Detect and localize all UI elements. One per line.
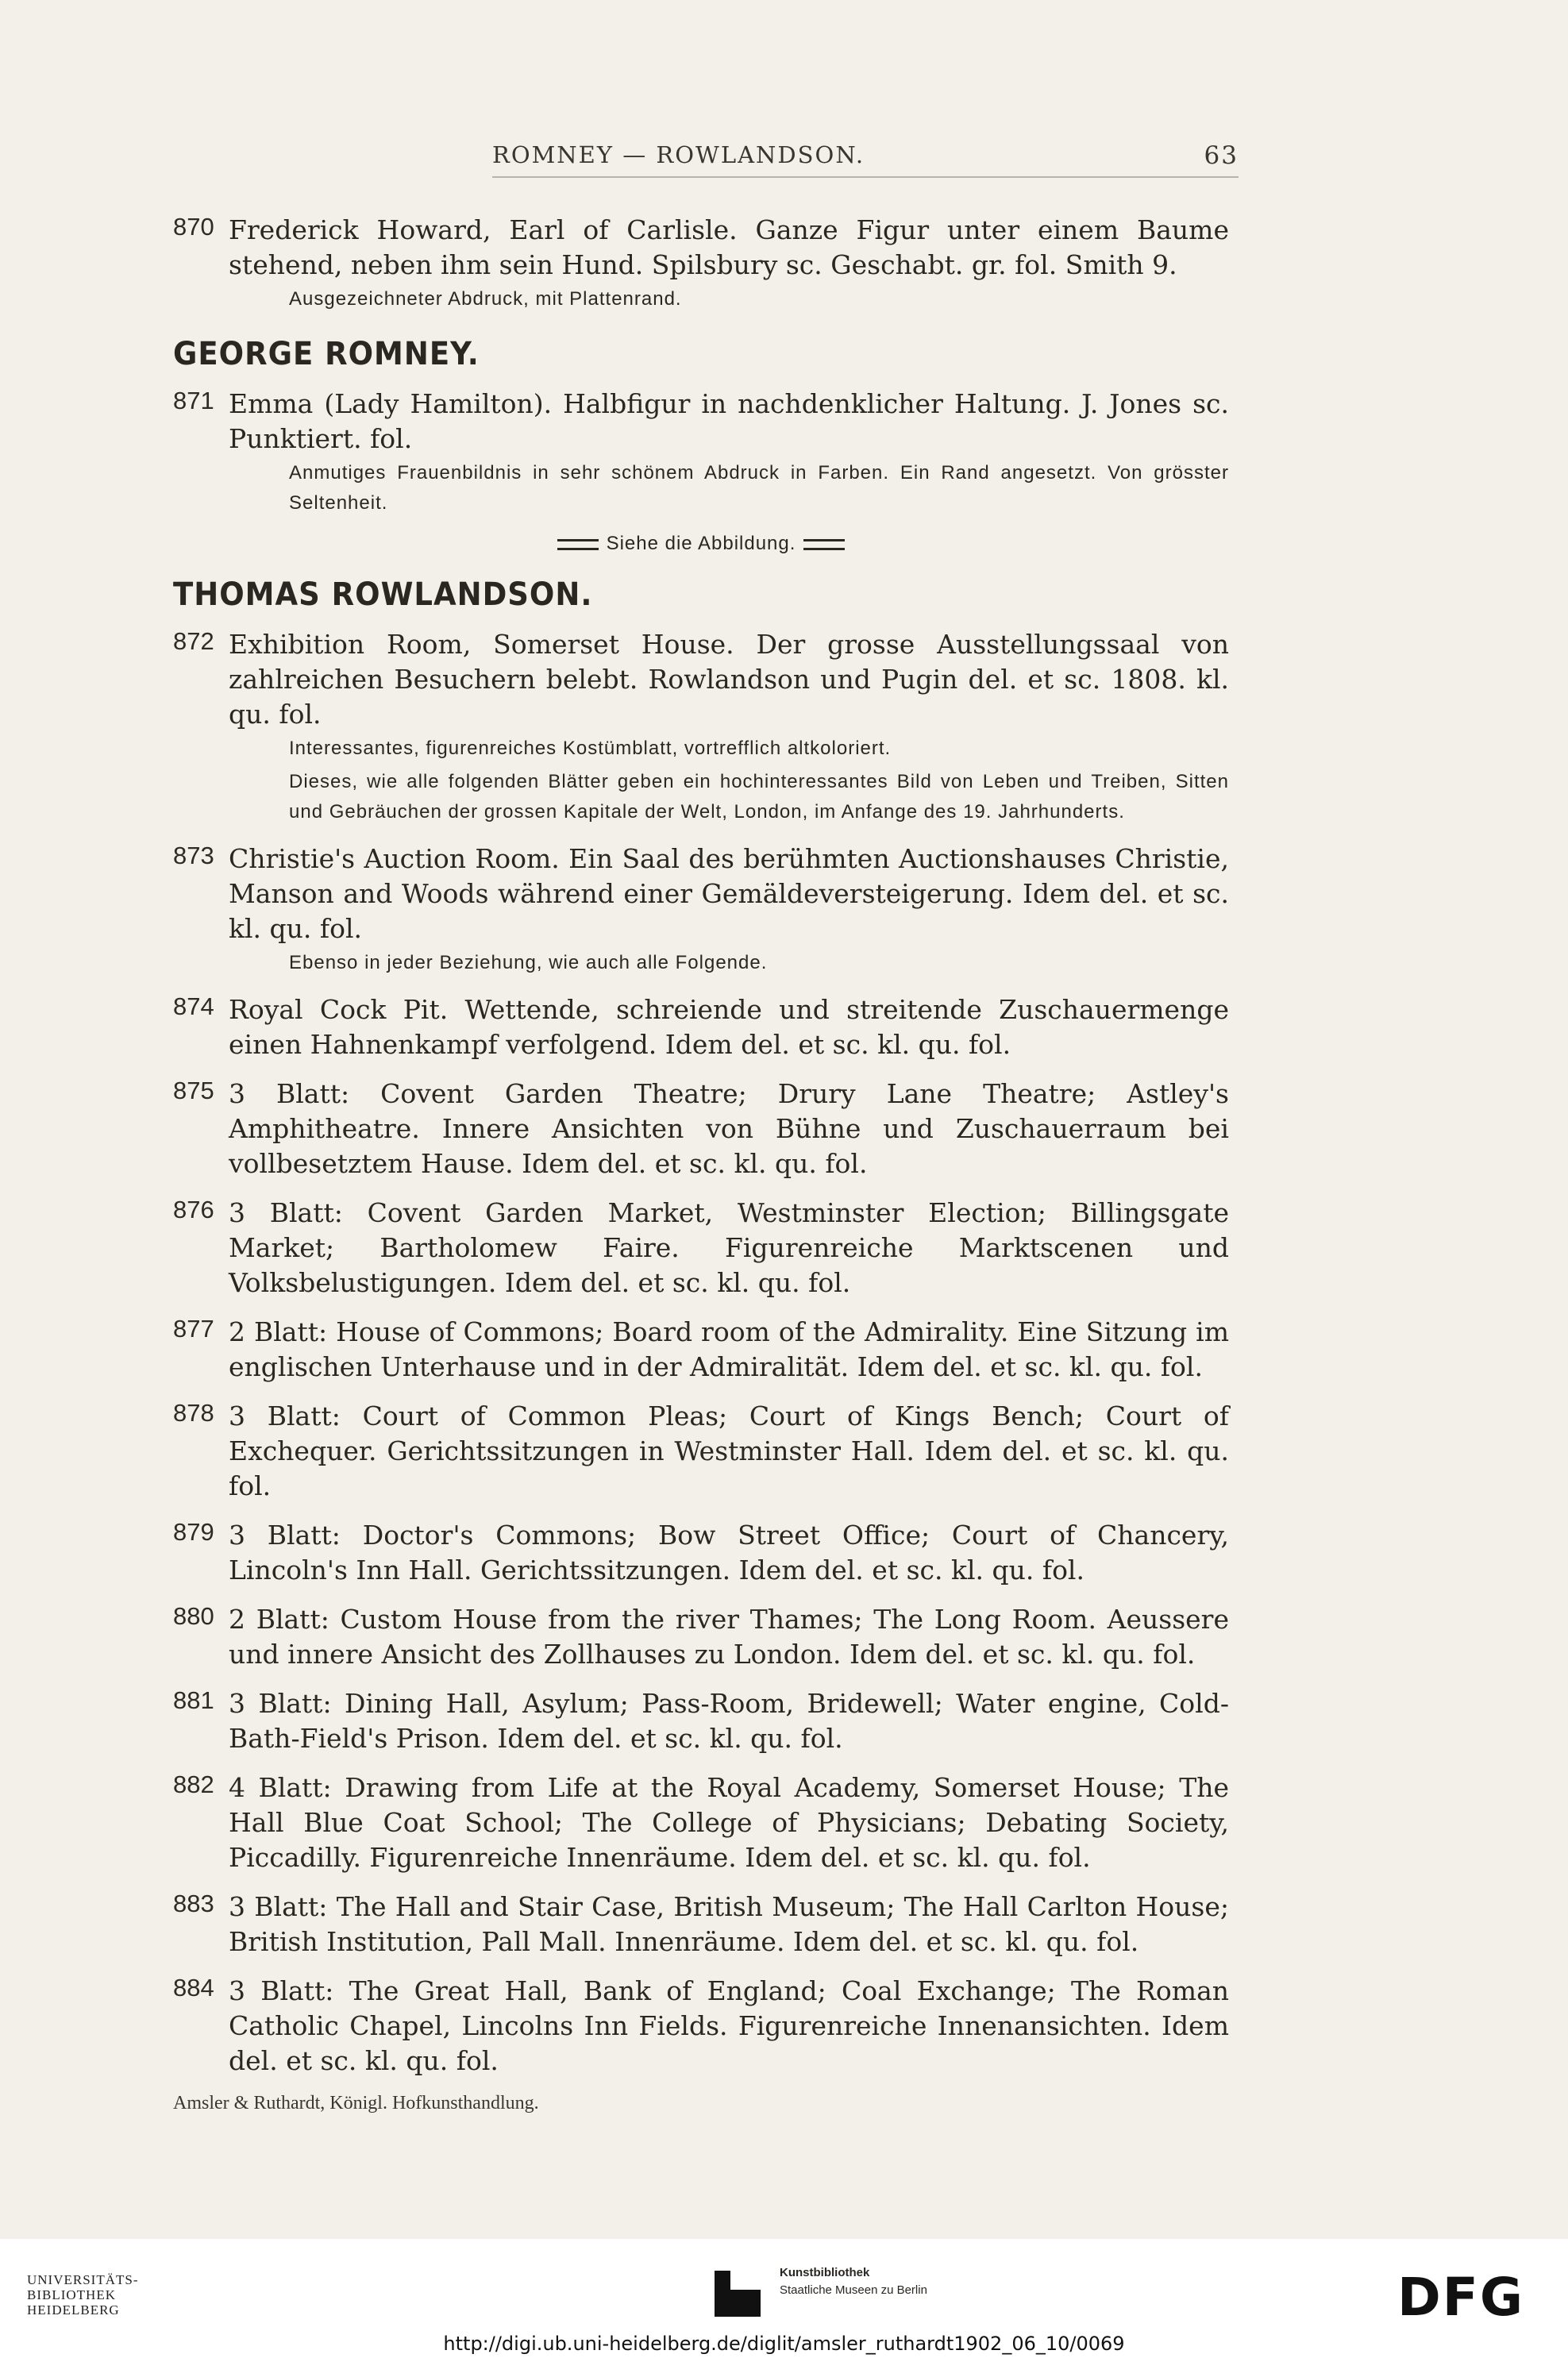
entry-text: Emma (Lady Hamilton). Halbfigur in nachdenklicher Haltung. J. Jones sc. Punktiert. fol. xyxy=(229,388,1229,454)
entry-text: Royal Cock Pit. Wettende, schreiende und streitende Zuschauermenge einen Hahnenkampf verfolgend. Idem del. et sc. kl. qu. fol. xyxy=(229,994,1229,1060)
entry-number: 882 xyxy=(173,1770,214,1798)
rowlandson-entries xyxy=(173,627,1229,2079)
catalogue-entry xyxy=(173,213,1229,314)
catalogue-entry xyxy=(173,1196,1229,1300)
double-rule-icon xyxy=(557,539,599,550)
double-rule-icon xyxy=(803,539,845,550)
entry-number: 872 xyxy=(173,627,214,655)
kunstbibliothek-name: Kunstbibliothek xyxy=(780,2266,870,2279)
publisher-imprint: Amsler & Ruthardt, Königl. Hofkunsthandlung. xyxy=(173,2093,539,2113)
kunstbibliothek-logo xyxy=(715,2261,969,2317)
entry-number: 871 xyxy=(173,387,214,414)
catalogue-entry xyxy=(173,627,1229,827)
entry-text: 2 Blatt: House of Commons; Board room of the Admirality. Eine Sitzung im englischen Unterhause und in der Admiralität. Idem del. et sc. kl. qu. fol. xyxy=(229,1316,1229,1382)
entry-number: 874 xyxy=(173,992,214,1020)
library-logo-text: UNIVERSITÄTS- BIBLIOTHEK HEIDELBERG xyxy=(27,2272,139,2318)
page-number: 63 xyxy=(1204,141,1239,170)
entry-number: 883 xyxy=(173,1890,214,1917)
entry-text: 3 Blatt: The Great Hall, Bank of England; Coal Exchange; The Roman Catholic Chapel, Lincolns Inn Fields. Figurenreiche Innenansichten. Idem del. et sc. kl. qu. fol. xyxy=(229,1975,1229,2076)
entry-text: 2 Blatt: Custom House from the river Thames; The Long Room. Aeussere und innere Ansicht des Zollhauses zu London. Idem del. et sc. kl. qu. fol. xyxy=(229,1604,1229,1670)
catalogue-entry xyxy=(173,1399,1229,1504)
kunstbibliothek-subtitle: Staatliche Museen zu Berlin xyxy=(780,2283,927,2297)
catalogue-content xyxy=(173,213,1229,2114)
entry-number: 875 xyxy=(173,1077,214,1104)
entry-text: 3 Blatt: Covent Garden Theatre; Drury Lane Theatre; Astley's Amphitheatre. Innere Ansichten von Bühne und Zuschauerraum bei vollbesetztem Hause. Idem del. et sc. kl. qu. fol. xyxy=(229,1078,1229,1179)
running-head xyxy=(492,141,1239,168)
see-illustration-text: Siehe die Abbildung. xyxy=(606,533,796,554)
entry-text: 3 Blatt: Covent Garden Market, Westminster Election; Billingsgate Market; Bartholomew Faire. Figurenreiche Marktscenen und Volksbelustigungen. Idem del. et sc. kl. qu. fol. xyxy=(229,1197,1229,1298)
catalogue-entry xyxy=(173,1890,1229,1959)
entry-number: 870 xyxy=(173,213,214,241)
permalink-url[interactable]: http://digi.ub.uni-heidelberg.de/diglit/amsler_ruthardt1902_06_10/0069 xyxy=(443,2333,1125,2355)
catalogue-entry xyxy=(173,842,1229,978)
university-library-logo xyxy=(27,2272,210,2336)
catalogue-entry xyxy=(173,1770,1229,1875)
catalogue-entry xyxy=(173,1077,1229,1181)
catalogue-entry xyxy=(173,1518,1229,1588)
entry-number: 876 xyxy=(173,1196,214,1223)
header-rule xyxy=(492,176,1239,178)
catalogue-entry xyxy=(173,387,1229,518)
entry-note: Ebenso in jeder Beziehung, wie auch alle Folgende. xyxy=(289,952,768,973)
dfg-logo: DFG xyxy=(1397,2267,1525,2328)
catalogue-entry xyxy=(173,1315,1229,1385)
entry-note: Anmutiges Frauenbildnis in sehr schönem Abdruck in Farben. Ein Rand angesetzt. Von grösster Seltenheit. xyxy=(289,462,1229,514)
entry-text: 4 Blatt: Drawing from Life at the Royal Academy, Somerset House; The Hall Blue Coat School; The College of Physicians; Debating Society, Piccadilly. Figurenreiche Innenräume. Idem del. et sc. kl. qu. fol. xyxy=(229,1772,1229,1873)
entry-text: 3 Blatt: Court of Common Pleas; Court of Kings Bench; Court of Exchequer. Gerichtssitzungen in Westminster Hall. Idem del. et sc. kl. qu. fol. xyxy=(229,1401,1229,1501)
running-title: ROMNEY — ROWLANDSON. xyxy=(492,141,865,168)
catalogue-entry xyxy=(173,1974,1229,2079)
entry-number: 880 xyxy=(173,1602,214,1630)
entry-number: 877 xyxy=(173,1315,214,1343)
entry-number: 884 xyxy=(173,1974,214,2002)
entry-text: Exhibition Room, Somerset House. Der grosse Ausstellungssaal von zahlreichen Besuchern belebt. Rowlandson und Pugin del. et sc. 1808. kl. qu. fol. xyxy=(229,629,1229,730)
see-illustration xyxy=(173,533,1229,555)
entry-text: 3 Blatt: Doctor's Commons; Bow Street Office; Court of Chancery, Lincoln's Inn Hall. Gerichtssitzungen. Idem del. et sc. kl. qu. fol. xyxy=(229,1520,1229,1585)
entry-text: Christie's Auction Room. Ein Saal des berühmten Auctionshauses Christie, Manson and Woods während einer Gemäldeversteigerung. Idem del. et sc. kl. qu. fol. xyxy=(229,843,1229,944)
entry-note: Interessantes, figurenreiches Kostümblatt, vortrefflich altkoloriert. xyxy=(289,738,892,759)
section-heading-rowlandson: THOMAS ROWLANDSON. xyxy=(173,576,593,613)
entry-number: 873 xyxy=(173,842,214,869)
entry-note: Ausgezeichneter Abdruck, mit Plattenrand. xyxy=(289,288,682,310)
entry-number: 878 xyxy=(173,1399,214,1427)
entry-text: 3 Blatt: The Hall and Stair Case, British Museum; The Hall Carlton House; British Institution, Pall Mall. Innenräume. Idem del. et sc. kl. qu. fol. xyxy=(229,1891,1229,1957)
entry-number: 881 xyxy=(173,1686,214,1714)
section-heading-romney: GEORGE ROMNEY. xyxy=(173,335,480,372)
catalogue-entry xyxy=(173,992,1229,1062)
entry-number: 879 xyxy=(173,1518,214,1546)
entry-text: 3 Blatt: Dining Hall, Asylum; Pass-Room, Bridewell; Water engine, Cold-Bath-Field's Prison. Idem del. et sc. kl. qu. fol. xyxy=(229,1688,1229,1754)
catalogue-entry xyxy=(173,1686,1229,1756)
entry-note: Dieses, wie alle folgenden Blätter geben ein hochinteressantes Bild von Leben und Treiben, Sitten und Gebräuchen der grossen Kapitale der Welt, London, im Anfange des 19. Jahrhunderts. xyxy=(289,771,1229,823)
entry-text: Frederick Howard, Earl of Carlisle. Ganze Figur unter einem Baume stehend, neben ihm sein Hund. Spilsbury sc. Geschabt. gr. fol. Smith 9. xyxy=(229,214,1229,280)
kunstbibliothek-mark-icon xyxy=(715,2271,761,2317)
catalogue-entry xyxy=(173,1602,1229,1672)
